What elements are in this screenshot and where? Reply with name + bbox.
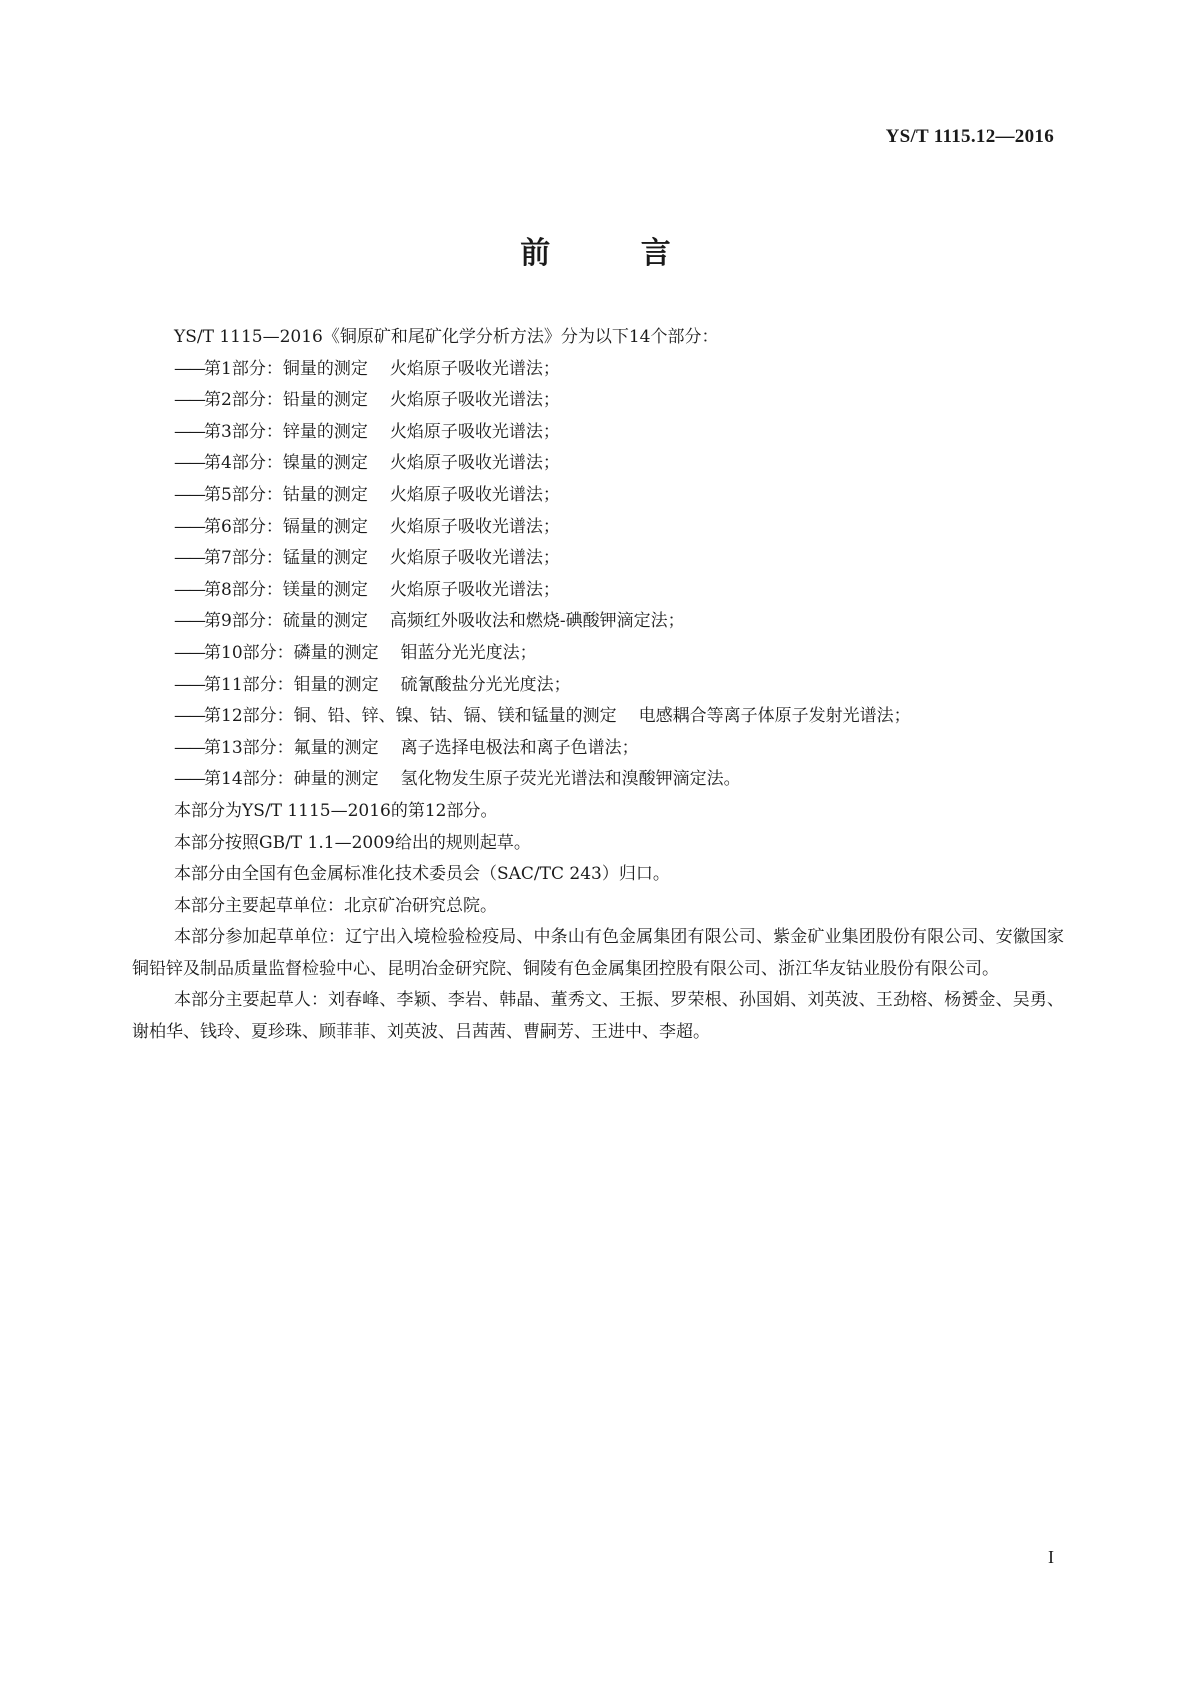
part-label: 第1部分：铜量的测定	[204, 358, 368, 379]
part-method: 钼蓝分光光度法；	[400, 642, 537, 663]
part-label: 第3部分：锌量的测定	[204, 421, 368, 442]
part-label: 第8部分：镁量的测定	[204, 579, 368, 600]
part-method: 火焰原子吸收光谱法；	[389, 516, 560, 537]
part-label: 第7部分：锰量的测定	[204, 548, 368, 569]
dash: ——	[174, 611, 204, 632]
body-paragraph: 本部分为YS/T 1115—2016的第12部分。	[174, 800, 498, 821]
part-label: 第13部分：氟量的测定	[204, 737, 379, 758]
list-item	[132, 670, 1064, 702]
list-item	[132, 512, 1064, 544]
list-item	[132, 575, 1064, 607]
list-item	[132, 417, 1064, 449]
part-label: 第12部分：铜、铅、锌、镍、钴、镉、镁和锰量的测定	[204, 706, 617, 727]
list-item	[132, 448, 1064, 480]
intro-paragraph: YS/T 1115—2016《铜原矿和尾矿化学分析方法》分为以下14个部分：	[174, 327, 719, 347]
body-paragraph: 本部分主要起草单位：北京矿冶研究总院。	[174, 895, 497, 916]
body-paragraph: 本部分参加起草单位：辽宁出入境检验检疫局、中条山有色金属集团有限公司、紫金矿业集团股份有限公司、安徽国家铜铅锌及制品质量监督检验中心、昆明冶金研究院、铜陵有色金属集团控股有限公司、浙江华友钴业股份有限公司。	[132, 927, 1064, 979]
list-item	[132, 385, 1064, 417]
part-method: 电感耦合等离子体原子发射光谱法；	[638, 706, 911, 727]
part-method: 火焰原子吸收光谱法；	[389, 358, 560, 379]
standard-code-header: YS/T 1115.12—2016	[885, 126, 1054, 147]
page-number: I	[1048, 1547, 1054, 1567]
part-method: 火焰原子吸收光谱法；	[389, 579, 560, 600]
list-item	[132, 606, 1064, 638]
part-method: 离子选择电极法和离子色谱法；	[400, 737, 639, 758]
dash: ——	[174, 579, 204, 600]
part-label: 第2部分：铅量的测定	[204, 390, 368, 411]
list-item	[132, 354, 1064, 386]
dash: ——	[174, 674, 204, 695]
part-method: 火焰原子吸收光谱法；	[389, 453, 560, 474]
foreword-content	[132, 322, 1064, 1049]
list-item	[132, 764, 1064, 796]
part-method: 硫氰酸盐分光光度法；	[400, 674, 571, 695]
list-item	[132, 638, 1064, 670]
dash: ——	[174, 453, 204, 474]
page-title: 前 言	[520, 236, 711, 271]
parts-list	[132, 354, 1064, 796]
part-label: 第4部分：镍量的测定	[204, 453, 368, 474]
part-method: 火焰原子吸收光谱法；	[389, 390, 560, 411]
part-label: 第6部分：镉量的测定	[204, 516, 368, 537]
dash: ——	[174, 642, 204, 663]
part-method: 氢化物发生原子荧光光谱法和溴酸钾滴定法。	[400, 769, 741, 790]
part-label: 第9部分：硫量的测定	[204, 611, 368, 632]
dash: ——	[174, 548, 204, 569]
dash: ——	[174, 484, 204, 505]
dash: ——	[174, 358, 204, 379]
body-paragraph: 本部分由全国有色金属标准化技术委员会（SAC/TC 243）归口。	[174, 864, 670, 885]
part-label: 第5部分：钴量的测定	[204, 484, 368, 505]
list-item	[132, 701, 1064, 733]
body-paragraph: 本部分按照GB/T 1.1—2009给出的规则起草。	[174, 832, 531, 853]
part-label: 第14部分：砷量的测定	[204, 769, 379, 790]
part-method: 高频红外吸收法和燃烧-碘酸钾滴定法；	[389, 611, 685, 632]
part-label: 第11部分：钼量的测定	[204, 674, 379, 695]
body-paragraph: 本部分主要起草人：刘春峰、李颖、李岩、韩晶、董秀文、王振、罗荣根、孙国娟、刘英波、王劲榕、杨赟金、吴勇、谢柏华、钱玲、夏珍珠、顾菲菲、刘英波、吕茜茜、曹嗣芳、王进中、李超。	[132, 990, 1064, 1043]
dash: ——	[174, 390, 204, 411]
list-item	[132, 480, 1064, 512]
dash: ——	[174, 769, 204, 790]
part-label: 第10部分：磷量的测定	[204, 642, 379, 663]
dash: ——	[174, 421, 204, 442]
list-item	[132, 543, 1064, 575]
part-method: 火焰原子吸收光谱法；	[389, 421, 560, 442]
dash: ——	[174, 516, 204, 537]
dash: ——	[174, 737, 204, 758]
dash: ——	[174, 706, 204, 727]
list-item	[132, 733, 1064, 765]
part-method: 火焰原子吸收光谱法；	[389, 484, 560, 505]
part-method: 火焰原子吸收光谱法；	[389, 548, 560, 569]
